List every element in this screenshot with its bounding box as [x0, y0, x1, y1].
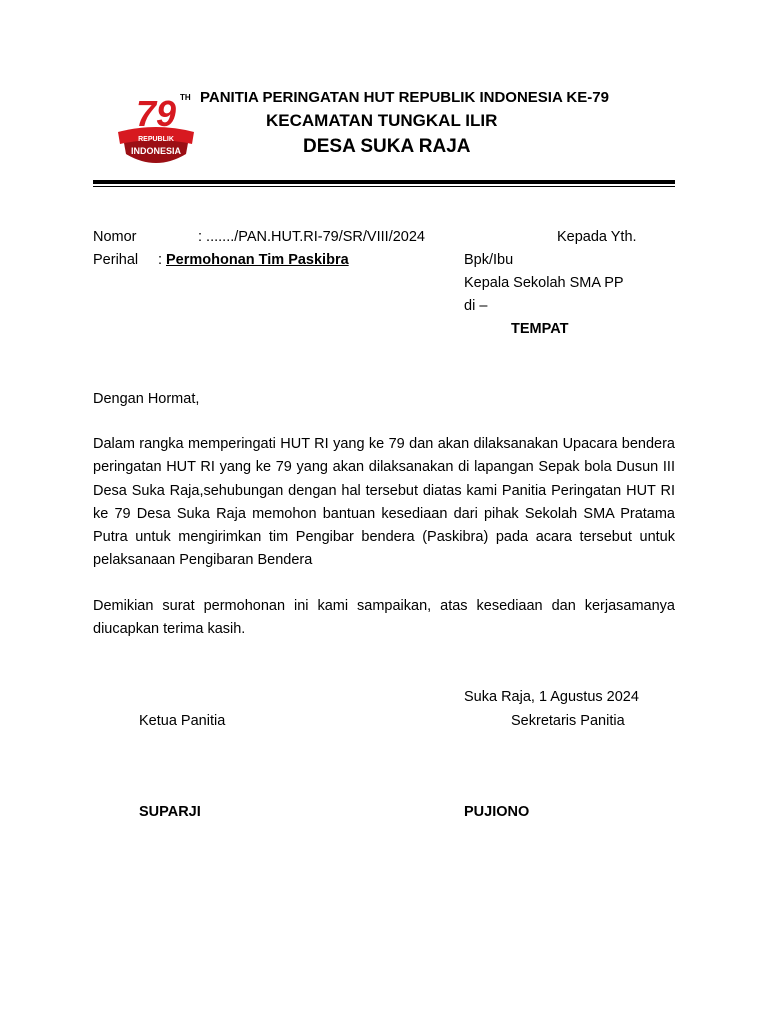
place-date: Suka Raja, 1 Agustus 2024 — [464, 689, 639, 705]
recipient-bpk: Bpk/Ibu — [464, 252, 514, 268]
greeting: Dengan Hormat, — [93, 391, 200, 407]
nomor-label: Nomor — [93, 229, 137, 245]
perihal-label: Perihal — [93, 252, 139, 268]
header-divider-thin — [93, 186, 675, 187]
logo-superscript: TH — [180, 93, 191, 102]
right-signatory-name: PUJIONO — [464, 804, 530, 820]
recipient-di: di – — [464, 298, 488, 314]
nomor-value: : ......./PAN.HUT.RI-79/SR/VIII/2024 — [198, 229, 425, 245]
logo-banner-top: REPUBLIK — [138, 136, 174, 143]
logo-banner-bottom: INDONESIA — [130, 146, 182, 156]
body-paragraph-2: Demikian surat permohonan ini kami sampaikan, atas kesediaan dan kerjasamanya diucapkan terima kasih. — [93, 598, 675, 638]
village-title: DESA SUKA RAJA — [303, 136, 471, 157]
right-signatory-role: Sekretaris Panitia — [511, 713, 625, 729]
header-divider-thick — [93, 180, 675, 184]
recipient-title: Kepala Sekolah SMA PP — [464, 275, 624, 291]
logo-number: 79 — [135, 93, 177, 134]
recipient-kepada: Kepada Yth. — [557, 229, 637, 245]
perihal-value: Permohonan Tim Paskibra — [166, 252, 349, 268]
committee-title: PANITIA PERINGATAN HUT REPUBLIK INDONESIA KE-79 — [200, 89, 609, 106]
body-paragraph-1: Dalam rangka memperingati HUT RI yang ke 79 dan akan dilaksanakan Upacara bendera peringatan HUT RI yang ke 79 yang akan dilaksanakan di lapangan Sepak bola Dusun III Desa Suka Raja,sehubungan dengan hal tersebut diatas kami Panitia Peringatan HUT RI ke 79 Desa Suka Raja memohon bantuan kesediaan dari pihak Sekolah SMA Pratama Putra untuk mengirimkan tim Pengibar bendera (Paskibra) pada acara tersebut untuk pelaksanaan Pengibaran Bendera — [93, 436, 675, 569]
left-signatory-role: Ketua Panitia — [139, 713, 226, 729]
recipient-tempat: TEMPAT — [511, 321, 569, 337]
left-signatory-name: SUPARJI — [139, 804, 201, 820]
district-title: KECAMATAN TUNGKAL ILIR — [266, 111, 498, 130]
hut-ri-79-logo — [112, 88, 200, 176]
perihal-colon: : — [158, 252, 163, 268]
